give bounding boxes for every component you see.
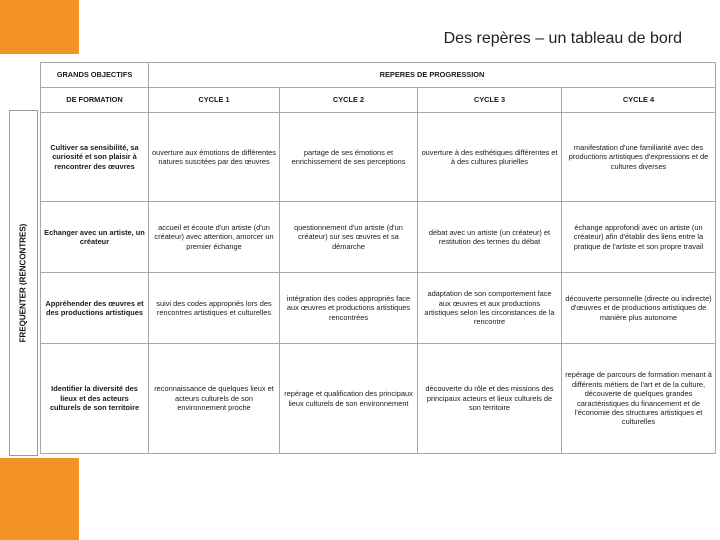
header-row (41, 63, 716, 88)
header-objectives-line2: DE FORMATION (41, 88, 149, 113)
objective-cell: Identifier la diversité des lieux et des acteurs culturels de son territoire (41, 344, 149, 454)
cycle-header-4: CYCLE 4 (562, 88, 716, 113)
table-cell: reconnaissance de quelques lieux et acteurs culturels de son environnement proche (149, 344, 280, 454)
header-objectives-line1: GRANDS OBJECTIFS (41, 63, 149, 88)
table-cell: repérage et qualification des principaux lieux culturels de son environnement (280, 344, 418, 454)
table-row (41, 113, 716, 202)
header-progression: REPERES DE PROGRESSION (149, 63, 716, 88)
cycle-header-1: CYCLE 1 (149, 88, 280, 113)
cycle-header-2: CYCLE 2 (280, 88, 418, 113)
table-cell: ouverture aux émotions de différentes natures suscitées par des œuvres (149, 113, 280, 202)
table-cell: échange approfondi avec un artiste (un créateur) afin d'établir des liens entre la pratique de l'artiste et son propre travail (562, 202, 716, 273)
table-cell: découverte personnelle (directe ou indirecte) d'œuvres et de productions artistiques de manière plus autonome (562, 273, 716, 344)
objective-cell: Echanger avec un artiste, un créateur (41, 202, 149, 273)
objective-cell: Cultiver sa sensibilité, sa curiosité et son plaisir à rencontrer des œuvres (41, 113, 149, 202)
cycle-header-row (41, 88, 716, 113)
objective-cell: Appréhender des œuvres et des productions artistiques (41, 273, 149, 344)
table-cell: suivi des codes appropriés lors des rencontres artistiques et culturelles (149, 273, 280, 344)
cycle-header-3: CYCLE 3 (418, 88, 562, 113)
table-cell: adaptation de son comportement face aux œuvres et aux productions artistiques selon les circonstances de la rencontre (418, 273, 562, 344)
orange-accent-block-top (0, 0, 79, 54)
table-row (41, 273, 716, 344)
table-cell: questionnement d'un artiste (d'un créateur) sur ses œuvres et sa démarche (280, 202, 418, 273)
table-row (41, 344, 716, 454)
table-cell: repérage de parcours de formation menant à différents métiers de l'art et de la culture, découverte de quelques grandes caractéristiques du financement et de l'économie des structures artistiques et culturelles (562, 344, 716, 454)
slide-title: Des repères – un tableau de bord (443, 30, 682, 47)
table-cell: intégration des codes appropriés face aux œuvres et productions artistiques rencontrées (280, 273, 418, 344)
table-cell: débat avec un artiste (un créateur) et restitution des termes du débat (418, 202, 562, 273)
table-cell: manifestation d'une familiarité avec des productions artistiques d'expressions et de cultures diverses (562, 113, 716, 202)
table-cell: découverte du rôle et des missions des principaux acteurs et lieux culturels de son territoire (418, 344, 562, 454)
table-cell: partage de ses émotions et enrichissement de ses perceptions (280, 113, 418, 202)
table-row (41, 202, 716, 273)
orange-accent-block-bottom (0, 458, 79, 540)
side-label: FREQUENTER (RENCONTRES) (18, 223, 28, 343)
progression-table (40, 62, 716, 454)
table-cell: accueil et écoute d'un artiste (d'un créateur) avec attention, amorcer un premier échange (149, 202, 280, 273)
table-cell: ouverture à des esthétiques différentes et à des cultures plurielles (418, 113, 562, 202)
